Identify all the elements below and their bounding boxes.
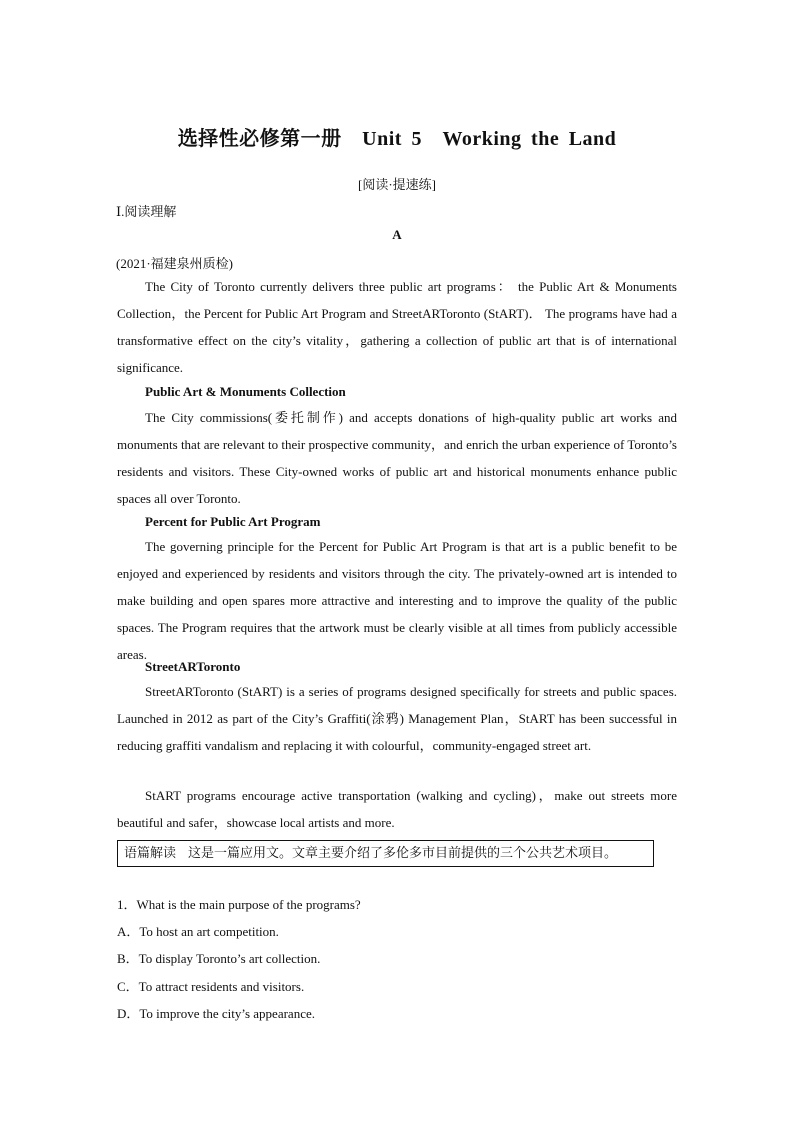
passage-paragraph-5: StART programs encourage active transportation (walking and cycling)，make out streets more beautiful and safer，showcase local artists and more. (117, 788, 677, 830)
summary-box (117, 840, 654, 867)
option-b[interactable]: B．To display Toronto’s art collection. (117, 951, 321, 966)
option-a[interactable]: A．To host an art competition. (117, 924, 279, 939)
passage-letter: A (392, 227, 402, 242)
passage-paragraph-4: StreetARToronto (StART) is a series of programs designed specifically for streets and public spaces. Launched in 2012 as part of the City’s Graffiti(涂鸦) Management Plan，StART has been successful in reducing graffiti vandalism and replacing it with colourful，community-engaged street art. (117, 684, 677, 753)
section-heading: Ⅰ.阅读理解 (116, 204, 177, 219)
heading-percent-for-public-art: Percent for Public Art Program (145, 514, 321, 529)
option-d[interactable]: D．To improve the city’s appearance. (117, 1006, 315, 1021)
question-stem: 1．What is the main purpose of the programs? (117, 897, 361, 912)
option-c[interactable]: C．To attract residents and visitors. (117, 979, 305, 994)
passage-paragraph-2: The City commissions(委托制作) and accepts donations of high-quality public art works and monuments that are relevant to their prospective community，and enrich the urban experience of Toronto’s residents and visitors. These City-owned works of public art and historical monuments enhance public spaces all over Toronto. (117, 410, 677, 506)
passage-source: (2021·福建泉州质检) (116, 256, 233, 271)
summary-text: 这是一篇应用文。文章主要介绍了多伦多市目前提供的三个公共艺术项目。 (188, 846, 618, 861)
summary-label: 语篇解读 (124, 846, 177, 861)
passage-paragraph-3: The governing principle for the Percent for Public Art Program is that art is a public benefit to be enjoyed and experienced by residents and visitors through the city. The privately-owned art is intended to make building and open spares more attractive and interesting and to improve the quality of the public spaces. The Program requires that the artwork must be clearly visible at all times from publicly accessible areas. (117, 539, 677, 662)
heading-streetartoronto: StreetARToronto (145, 659, 241, 674)
page-subtitle: [阅读·提速练] (358, 177, 436, 192)
heading-public-art-monuments: Public Art & Monuments Collection (145, 384, 346, 399)
passage-paragraph-1: The City of Toronto currently delivers three public art programs： the Public Art & Monuments Collection，the Percent for Public Art Program and StreetARToronto (StART)． The programs have had a transformative effect on the city’s vitality，gathering a collection of public art that is of international significance. (117, 279, 677, 375)
page-title: 选择性必修第一册 Unit 5 Working the Land (177, 128, 617, 150)
